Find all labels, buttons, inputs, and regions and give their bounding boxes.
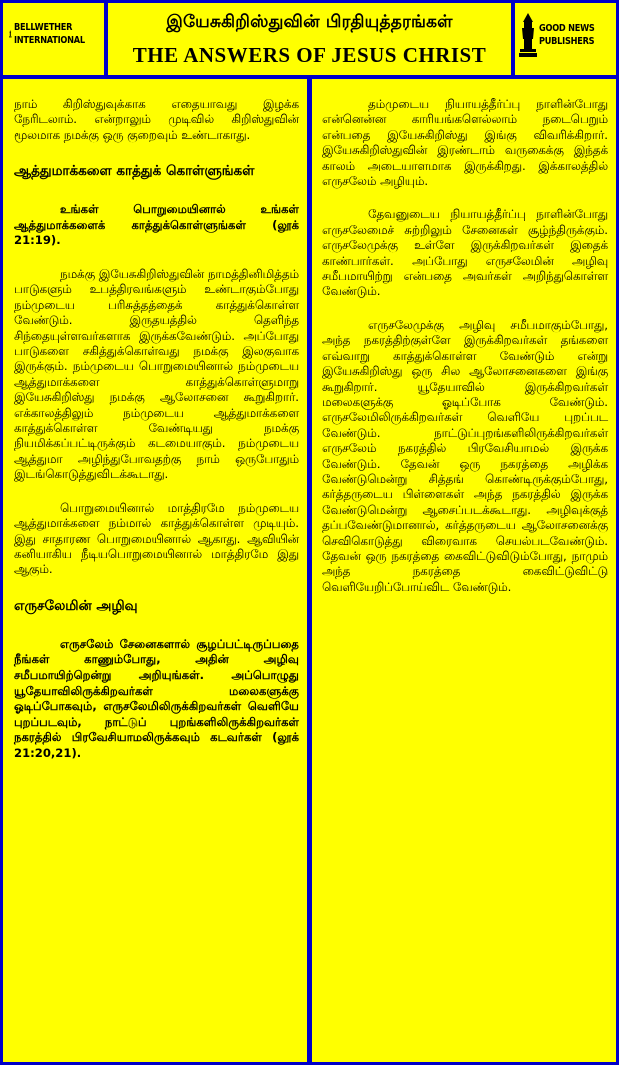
body-paragraph: தேவனுடைய நியாயத்தீர்ப்பு நாளின்போது எருசலேமைச் சுற்றிலும் சேனைகள் சூழ்ந்திருக்கும். எருசலேமுக்கு உள்ளே இருக்கிறவர்கள் இதைக் காண்பார்கள். அப்போது எருசலேமின் அழிவு சமீபமாயிற்று என்பதை அவர்கள் அறிந்துகொள்ள வேண்டும். xyxy=(322,207,608,299)
bellwether-tower-icon xyxy=(9,13,12,55)
body-paragraph: நமக்கு இயேசுகிறிஸ்துவின் நாமத்தினிமித்தம் பாடுகளும் உபத்திரவங்களும் உண்டாகும்போது நம்முடைய பரிசுத்தத்தைக் காத்துக்கொள்ள வேண்டும். இருதயத்தில் தெளிந்த சிந்தையுள்ளவர்களாக இருக்கவேண்டும். அப்போது பாடுகளை சகித்துக்கொள்வது நமக்கு இலகுவாக இருக்கும். நம்முடைய பொறுமையினால் நம்முடைய ஆத்துமாக்களை காத்துக்கொள்ளுமாறு இயேசுகிறிஸ்து நமக்கு ஆலோசனை கூறுகிறார். எக்காலத்திலும் நம்முடைய ஆத்துமாக்களை காத்துக்கொள்ள வேண்டியது நமக்கு நியமிக்கப்பட்டிருக்கும் கடமையாகும். நம்முடைய ஆத்துமா அழிந்துபோவதற்கு நாம் ஒருபோதும் இடங்கொடுத்துவிடக்கூடாது. xyxy=(14,267,299,482)
title-english: THE ANSWERS OF JESUS CHRIST xyxy=(132,43,487,67)
verse-luke-21-20-21: எருசலேம் சேனைகளால் சூழப்பட்டிருப்பதை நீங்கள் காணும்போது, அதின் அழிவு சமீபமாயிற்றென்று அறியுங்கள். அப்பொழுது யூதேயாவிலிருக்கிறவர்கள் மலைகளுக்கு ஓடிப்போகவும், எருசலேமிலிருக்கிறவர்கள் வெளியே புறப்படவும், நாட்டுப் புறங்களிலிருக்கிறவர்கள் நகரத்தில் பிரவேசியாமலிருக்கவும் கடவர்கள் (லூக் 21:20,21). xyxy=(14,636,299,760)
left-column xyxy=(3,79,307,1062)
heading-protect-souls: ஆத்துமாக்களை காத்துக் கொள்ளுங்கள் xyxy=(14,163,255,180)
body-paragraph: பொறுமையினால் மாத்திரமே நம்முடைய ஆத்துமாக்களை நம்மால் காத்துக்கொள்ள முடியும். இது சாதாரண பொறுமையினால் ஆகாது. ஆவியின் கனியாகிய நீடியபொறுமையினால் மாத்திரமே இது ஆகும். xyxy=(14,500,299,577)
verse-luke-21-19: உங்கள் பொறுமையினால் உங்கள் ஆத்துமாக்களைக் காத்துக்கொள்ளுங்கள் (லூக் 21:19). xyxy=(14,202,299,248)
page-header xyxy=(108,3,511,75)
right-column xyxy=(312,79,616,1062)
bell-tower-icon xyxy=(519,13,537,57)
intro-paragraph: நாம் கிறிஸ்துவுக்காக எதையாவது இழக்க நேரிடலாம். என்றாலும் முடிவில் கிறிஸ்துவின் மூலமாக நமக்கு ஒரு குறைவும் உண்டாகாது. xyxy=(14,97,299,142)
logo-left-line1: BELLWETHER xyxy=(13,22,72,33)
body-paragraph: தம்முடைய நியாயத்தீர்ப்பு நாளின்போது என்னென்ன காரியங்களெல்லாம் நடைபெறும் என்பதை இயேசுகிறிஸ்து இங்கு விவரிக்கிறார். இயேசுகிறிஸ்துவின் இரண்டாம் வருகைக்கு இந்தக் காலம் அடையாளமாக இருக்கிறது. இக்காலத்தில் எருசலேம் அழியும். xyxy=(322,97,608,189)
heading-jerusalem-destruction: எருசலேமின் அழிவு xyxy=(14,597,138,614)
body-paragraph: எருசலேமுக்கு அழிவு சமீபமாகும்போது, அந்த நகரத்திற்குள்ளே இருக்கிறவர்கள் தங்களை எவ்வாறு காத்துக்கொள்ள வேண்டும் என்று இயேசுகிறிஸ்து ஒரு சில ஆலோசனைகளை இங்கு கூறுகிறார். யூதேயாவில் இருக்கிறவர்கள் மலைகளுக்கு ஓடிப்போக வேண்டும். எருசலேமிலிருக்கிறவர்கள் வெளியே புறப்பட வேண்டும். நாட்டுப்புறங்களிலிருக்கிறவர்கள் எருசலேம் நகரத்தில் பிரவேசியாமல் இருக்க வேண்டும். தேவன் ஒரு நகரத்தை அழிக்க வேண்டுமென்று சித்தங் கொண்டிருக்கும்போது, கர்த்தருடைய பிள்ளைகள் அந்த நகரத்தில் இருக்க வேண்டுமென்று ஆசைப்படக்கூடாது. அழிவுக்குத் தப்பவேண்டுமானால், கர்த்தருடைய ஆலோசனைக்கு செவிகொடுத்து விரைவாக செயல்படவேண்டும். தேவன் ஒரு நகரத்தை கைவிட்டுவிடும்போது, நாமும் அந்த நகரத்தை கைவிட்டுவிட்டு வெளியேறிப்போய்விட வேண்டும். xyxy=(322,317,608,594)
logo-left-line2: INTERNATIONAL xyxy=(13,35,85,46)
logo-good-news xyxy=(515,3,616,75)
logo-right-line2: PUBLISHERS xyxy=(539,36,595,47)
title-tamil: இயேசுகிறிஸ்துவின் பிரதியுத்தரங்கள் xyxy=(166,12,453,32)
logo-bellwether xyxy=(3,3,104,75)
logo-right-line1: GOOD NEWS xyxy=(539,23,595,34)
